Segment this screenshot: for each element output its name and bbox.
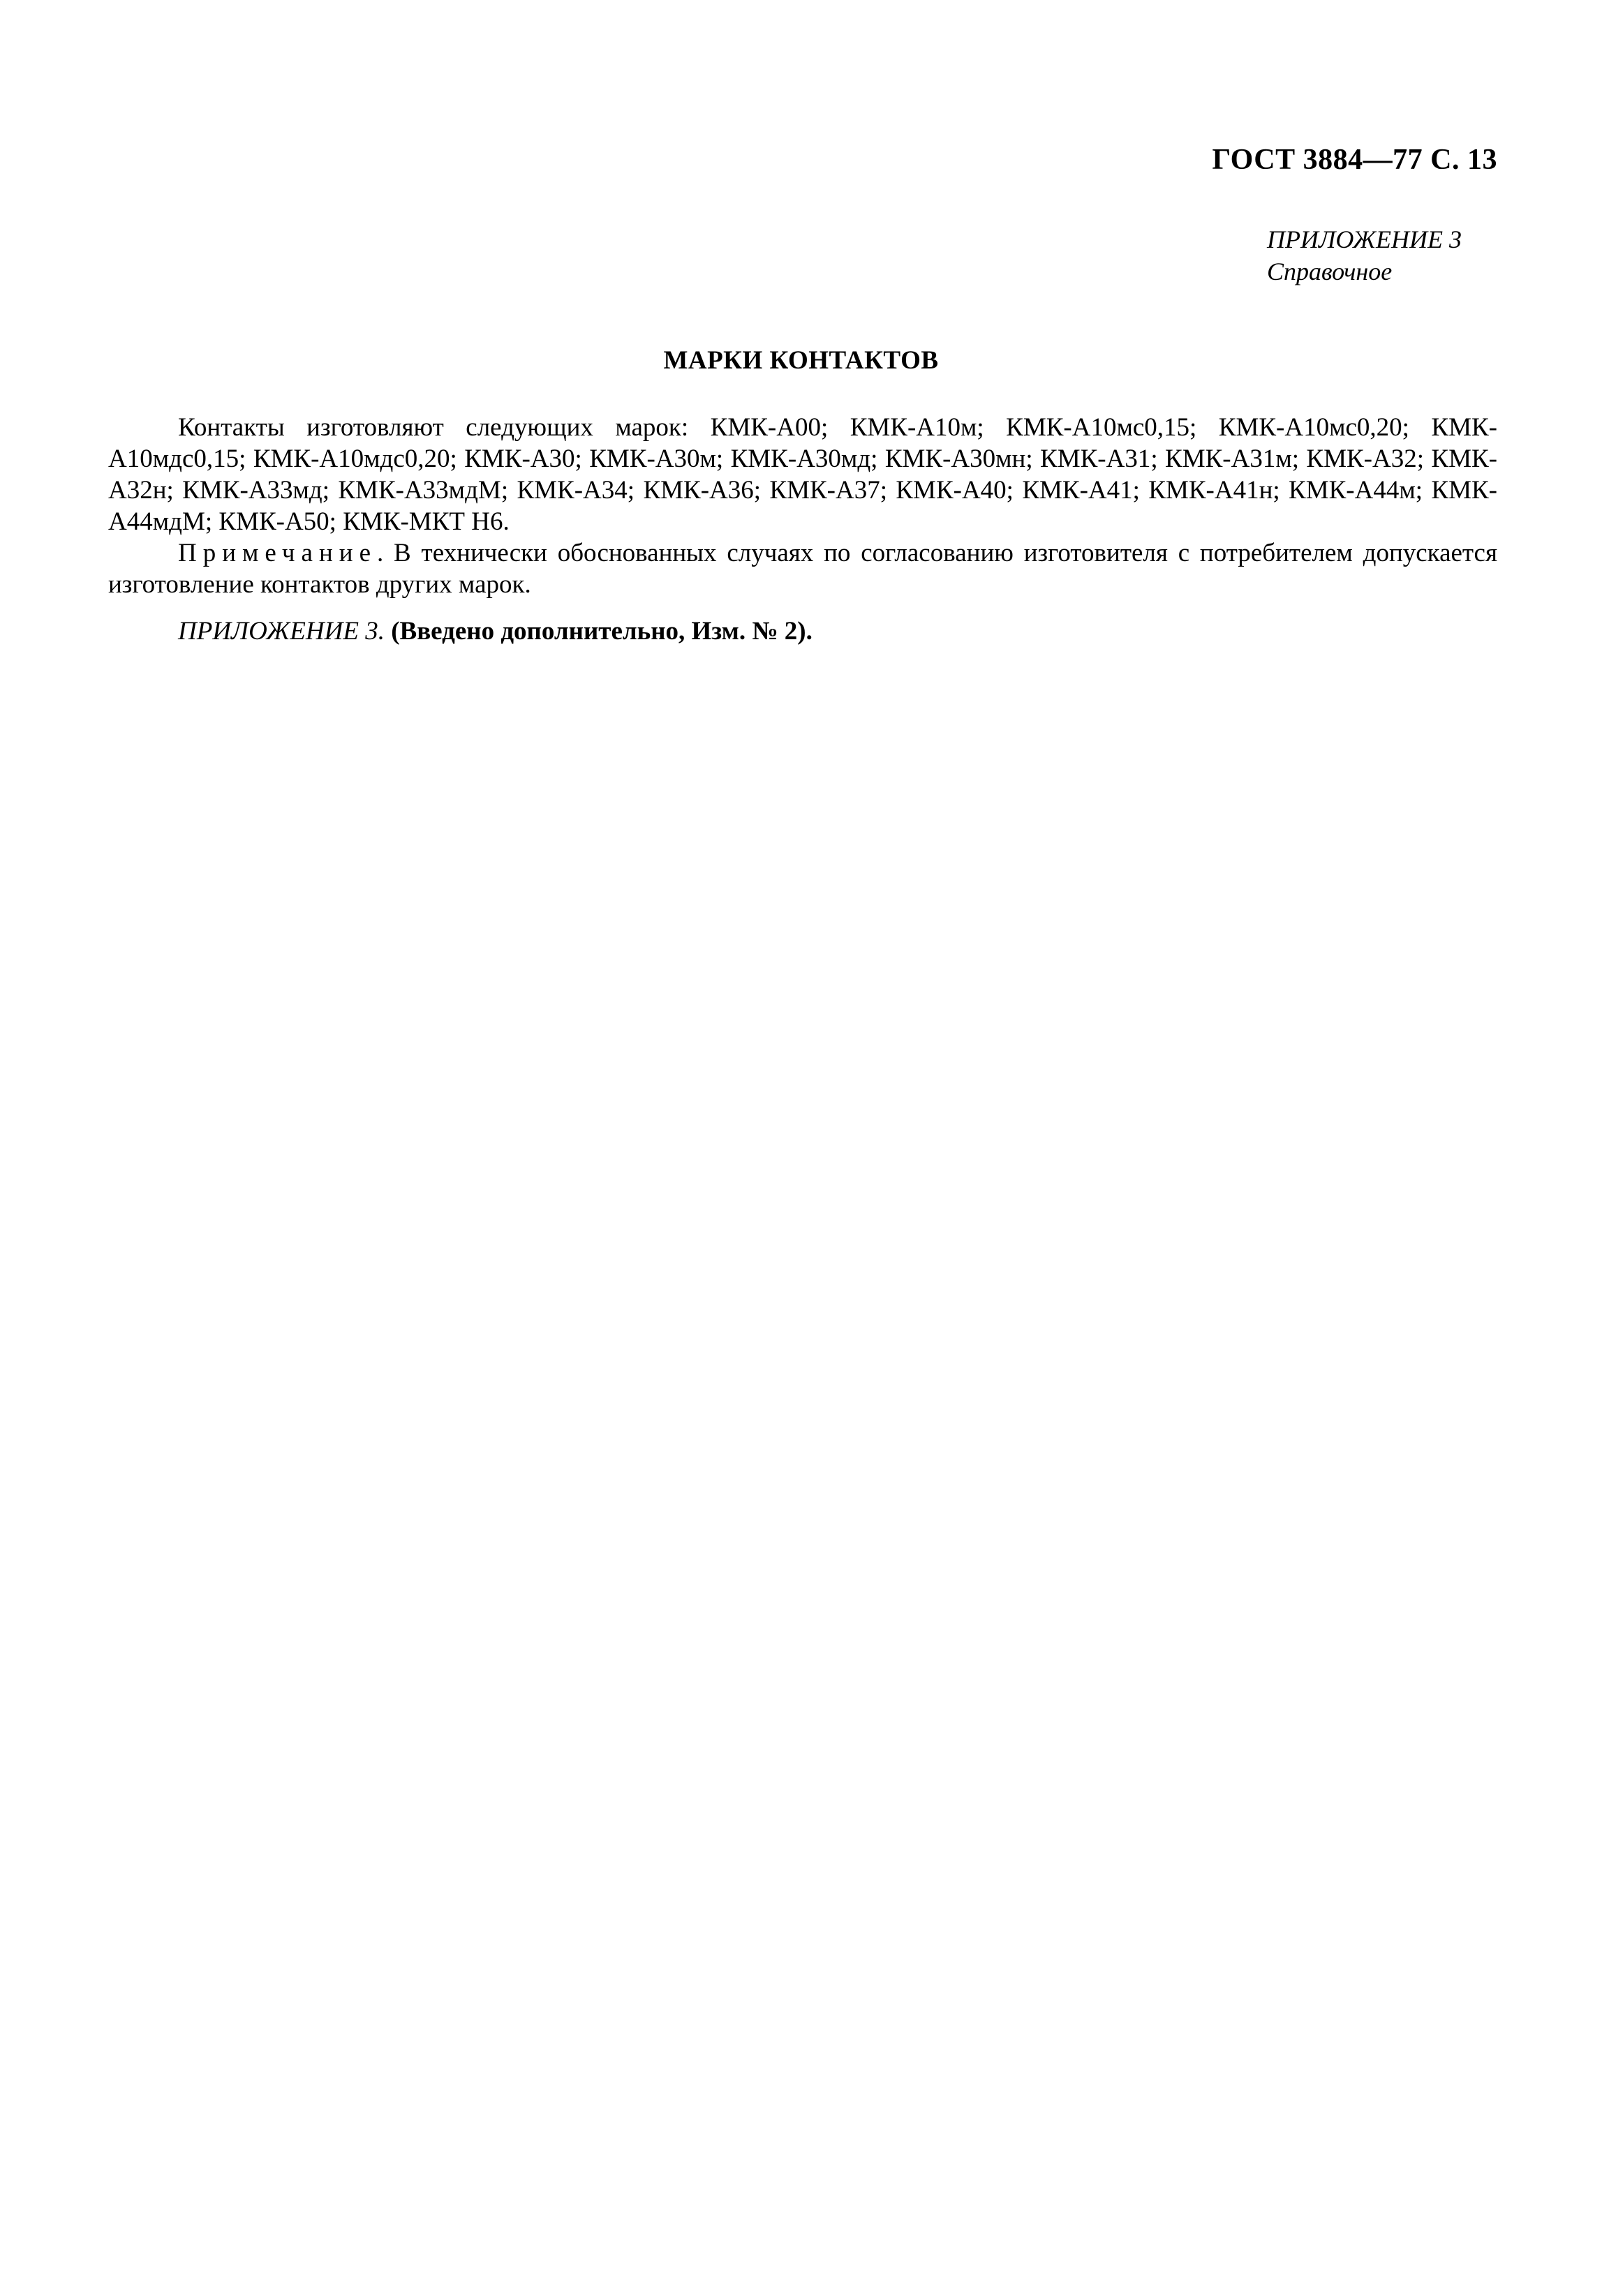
note-paragraph [108, 537, 1497, 600]
amendment-line [108, 616, 1497, 647]
section-title: МАРКИ КОНТАКТОВ [663, 346, 939, 375]
amendment-ref: ПРИЛОЖЕНИЕ 3. [178, 617, 385, 646]
amendment-text: (Введено дополнительно, Изм. № 2). [391, 617, 813, 646]
page-header: ГОСТ 3884—77 С. 13 [1212, 144, 1497, 176]
body-text [108, 412, 1497, 647]
appendix-type: Справочное [1267, 258, 1393, 285]
note-text: . В технически обоснованных случаях по согласованию изготовителя с потребителем допускается изготовление контактов других марок. [108, 539, 1497, 599]
note-label: Примечание [178, 539, 377, 567]
appendix-label: ПРИЛОЖЕНИЕ 3 [1267, 225, 1462, 253]
contacts-paragraph: Контакты изготовляют следующих марок: КМК-А00; КМК-А10м; КМК-А10мс0,15; КМК-А10мс0,20; КМК-А10мдс0,15; КМК-А10мдс0,20; КМК-А30; КМК-А30м; КМК-А30мд; КМК-А30мн; КМК-А31; КМК-А31м; КМК-А32; КМК-А32н; КМК-А33мд; КМК-А33мдМ; КМК-А34; КМК-А36; КМК-А37; КМК-А40; КМК-А41; КМК-А41н; КМК-А44м; КМК-А44мдМ; КМК-А50; КМК-МКТ Н6. [108, 413, 1497, 536]
appendix-heading [1267, 223, 1462, 288]
